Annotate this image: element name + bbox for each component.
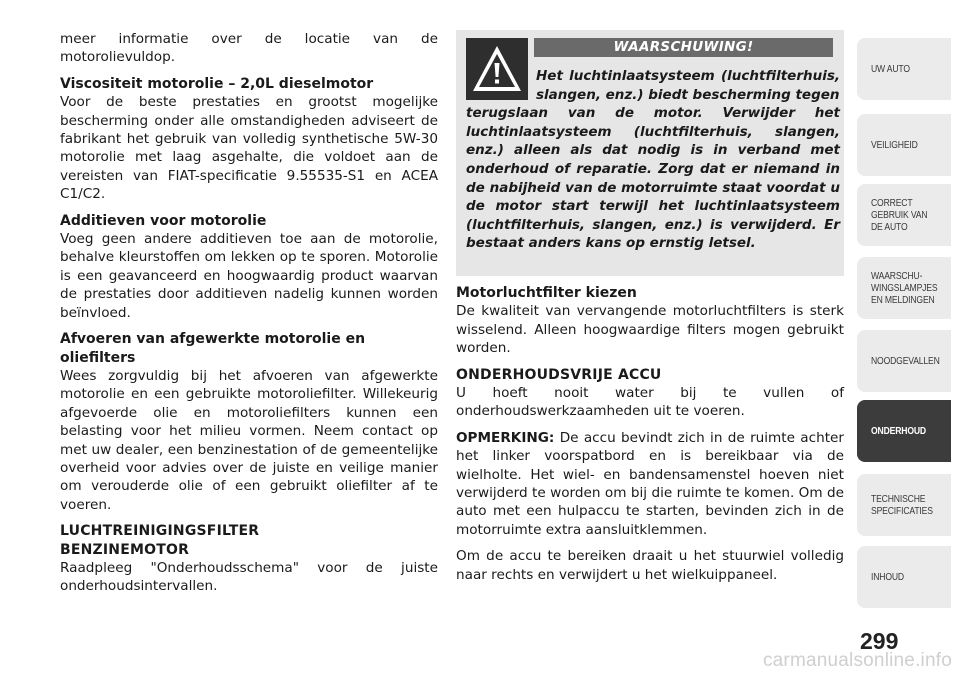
tab-label: TECHNISCHE SPECIFICATIES (871, 493, 933, 517)
right-column (456, 30, 844, 592)
tab-technische-specificaties[interactable] (857, 474, 951, 536)
disposal-body: Wees zorgvuldig bij het afvoeren van afgewerkte motorolie en een gebruikte motoroliefilter. Willekeurig afgevoerde olie en motoroliefilters kunnen een belasting voor het milieu vormen. Neem contact op met uw dealer, een benzinestation of de gemeentelijke overheid voor advies over de juiste en veilige manier om verouderde olie of een gebruikt oliefilter af te voeren. (60, 367, 438, 513)
tab-uw-auto[interactable] (857, 38, 951, 100)
choose-air-filter-body: De kwaliteit van vervangende motorluchtfilters is sterk wisselend. Alleen hoogwaardige filters mogen gebruikt worden. (456, 303, 844, 357)
tab-waarschuwingslampjes[interactable] (857, 257, 951, 319)
battery-body: U hoeft nooit water bij te vullen of onderhoudswerkzaamheden uit te voeren. (456, 385, 844, 420)
chapter-sidebar (857, 0, 960, 678)
warning-box (456, 30, 844, 276)
tab-noodgevallen[interactable] (857, 330, 951, 392)
air-filter-heading: LUCHTREINIGINGSFILTER (60, 523, 260, 540)
note-paragraph (456, 429, 844, 539)
tab-label: UW AUTO (871, 63, 910, 75)
warning-text (466, 67, 840, 253)
battery-heading: ONDERHOUDSVRIJE ACCU (456, 366, 662, 383)
left-column (60, 30, 438, 604)
tab-veiligheid[interactable] (857, 114, 951, 176)
tab-correct-gebruik[interactable] (857, 184, 951, 246)
air-filter-body: Raadpleeg "Onderhoudsschema" voor de juiste onderhoudsintervallen. (60, 559, 438, 595)
battery-access-text: Om de accu te bereiken draait u het stuurwiel volledig naar rechts en verwijdert u het wielkuippaneel. (456, 548, 844, 583)
watermark: carmanualsonline.info (762, 650, 952, 671)
warning-text-rest: terugslaan van de motor. Verwijder het luchtinlaatsysteem (luchtfilterhuis, slangen, enz.) alleen als dat nodig is in verband met onderhoud of reparatie. Zorg dat er niemand in de nabijheid van de motorruimte staat voordat u de motor start terwijl het luchtinlaatsysteem (luchtfilterhuis, slangen, enz.) is verwijderd. Er bestaat anders kans op ernstig letsel. (466, 105, 840, 252)
tab-label: INHOUD (871, 571, 904, 583)
note-label: OPMERKING: (456, 429, 555, 446)
viscosity-body: Voor de beste prestaties en grootst mogelijke bescherming onder alle omstandigheden adviseert de fabrikant het gebruik van volledig synthetische 5W-30 motorolie met laag asgehalte, die voldoet aan de vereisten van FIAT-specificatie 9.55535-S1 en ACEA C1/C2. (60, 94, 438, 203)
tab-label: NOODGEVALLEN (871, 355, 940, 367)
tab-label: VEILIGHEID (871, 139, 918, 151)
tab-label: CORRECT GEBRUIK VAN DE AUTO (871, 197, 928, 233)
gasoline-engine-heading: BENZINEMOTOR (60, 541, 190, 558)
page-number: 299 (860, 628, 899, 654)
warning-text-first: Het luchtinlaatsysteem (luchtfilterhuis, slangen, enz.) biedt bescherming tegen (536, 68, 840, 103)
viscosity-heading: Viscositeit motorolie – 2,0L dieselmotor (60, 75, 374, 92)
additives-body: Voeg geen andere additieven toe aan de motorolie, behalve kleurstoffen om lekken op te sporen. Motorolie is een geavanceerd en hoogwaardig product waarvan de prestaties door additieven nadelig kunnen worden beïnvloed. (60, 231, 438, 321)
choose-air-filter-heading: Motorluchtfilter kiezen (456, 285, 637, 301)
disposal-heading: Afvoeren van afgewerkte motorolie en oliefilters (60, 331, 366, 366)
tab-onderhoud[interactable] (857, 400, 951, 462)
tab-inhoud[interactable] (857, 546, 951, 608)
note-body: De accu bevindt zich in de ruimte achter het linker voorspatbord en is bereikbaar via de wielholte. Het wiel- en bandensamenstel hoeven niet verwijderd te worden om bij die ruimte te komen. Om de auto met een hulpaccu te starten, bevinden zich in de motorruimte extra aansluitklemmen. (456, 429, 844, 538)
tab-label: WAARSCHU-WINGSLAMPJES EN MELDINGEN (871, 270, 938, 306)
warning-title: WAARSCHUWING! (534, 38, 833, 57)
intro-text: meer informatie over de locatie van de motorolievuldop. (60, 31, 438, 66)
tab-label: ONDERHOUD (871, 425, 926, 437)
additives-heading: Additieven voor motorolie (60, 212, 267, 229)
